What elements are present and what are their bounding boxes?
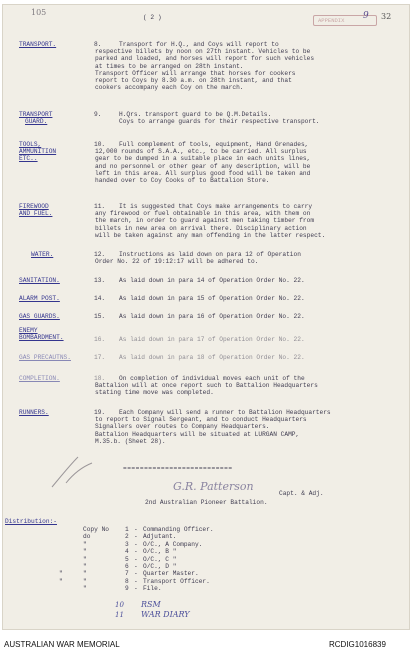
copy-number: 4 bbox=[125, 548, 129, 556]
copy-recipient: Adjutant. bbox=[143, 533, 177, 541]
copy-label: " bbox=[83, 563, 87, 570]
copy-label: " bbox=[83, 585, 87, 593]
copy-dash: - bbox=[134, 526, 138, 533]
para-line: Full complement of tools, equipment, Hand Grenades, bbox=[119, 141, 309, 148]
copy-label: do bbox=[83, 533, 91, 541]
heading-gas-guards: GAS GUARDS. bbox=[19, 313, 60, 320]
copy-dash: - bbox=[134, 563, 138, 570]
para-line: Battalion will at once report such to Battalion Headquarters bbox=[95, 382, 318, 390]
para-line: billets in new area on arrival there. Disciplinary action bbox=[95, 224, 307, 232]
heading-water: WATER. bbox=[31, 251, 54, 258]
para-line: at times to be arranged on 28th instant. bbox=[95, 62, 244, 70]
copy-dash: - bbox=[134, 585, 138, 593]
handwritten-copy-recipient-11: WAR DIARY bbox=[141, 610, 190, 619]
copy-label: Copy No bbox=[83, 526, 109, 533]
para-15-text: As laid down in para 16 of Operation Order No. 22. bbox=[119, 313, 305, 320]
copy-label: " bbox=[83, 570, 87, 578]
heading-enemy: ENEMY bbox=[19, 327, 38, 334]
copy-number: 5 bbox=[125, 555, 129, 563]
heading-tools-3: ETC.. bbox=[19, 155, 38, 162]
para-line: Coys to arrange guards for their respective transport. bbox=[119, 118, 320, 126]
top-right-number: 32 bbox=[381, 12, 392, 21]
copy-dash: - bbox=[134, 570, 138, 578]
para-line: Each Company will send a runner to Battalion Headquarters bbox=[119, 409, 331, 416]
copy-label: " bbox=[83, 577, 87, 585]
para-line: respective billets by noon on 27th instant. Vehicles to be bbox=[95, 48, 311, 56]
para-number-13: 13. bbox=[94, 277, 106, 284]
para-number-12: 12. bbox=[94, 251, 106, 258]
para-line: the march, in order to guard against men taking timber from bbox=[95, 217, 315, 225]
para-line: parked and loaded, and horses will report for such vehicles bbox=[95, 55, 315, 63]
heading-transport-guard: TRANSPORT bbox=[19, 111, 53, 118]
pencil-scribble-mark bbox=[48, 453, 108, 493]
copy-label: " bbox=[83, 555, 87, 563]
para-line: will be taken against any man offending in the latter respect. bbox=[95, 231, 326, 239]
para-number-16: 16. bbox=[94, 336, 106, 343]
copy-recipient: File. bbox=[143, 585, 162, 593]
para-number-18: 18. bbox=[94, 375, 106, 382]
document-page bbox=[2, 4, 410, 630]
copy-recipient: O/C., B " bbox=[143, 548, 177, 556]
para-8-text bbox=[95, 41, 315, 92]
copy-number: 6 bbox=[125, 563, 129, 570]
para-17-text: As laid down in para 18 of Operation Order No. 22. bbox=[119, 354, 305, 361]
heading-transport-guard-2: GUARD. bbox=[25, 118, 48, 125]
copy-dash: - bbox=[134, 540, 138, 548]
copy-number: 9 bbox=[125, 585, 129, 593]
heading-alarm-post: ALARM POST. bbox=[19, 295, 60, 302]
para-line: to report to Signal Sergeant, and to conduct Headquarters bbox=[95, 416, 307, 424]
copy-number: 3 bbox=[125, 540, 129, 548]
copy-recipient: O/C., D " bbox=[143, 563, 177, 570]
para-line: Order No. 22 of 19:12:17 will be adhered to. bbox=[95, 258, 259, 266]
heading-completion: COMPLETION. bbox=[19, 375, 60, 382]
copy-dash: - bbox=[134, 577, 138, 585]
para-number-8: 8. bbox=[94, 41, 102, 48]
para-14-text: As laid down in para 15 of Operation Order No. 22. bbox=[119, 295, 305, 302]
heading-sanitation: SANITATION. bbox=[19, 277, 60, 284]
para-line: 12,000 rounds of S.A.A., etc., to be carried. All surplus bbox=[95, 148, 307, 156]
copy-recipient: Transport Officer. bbox=[143, 577, 210, 585]
heading-gas-precautions: GAS PRECAUTNS. bbox=[19, 354, 71, 361]
copy-label: " bbox=[83, 548, 87, 556]
para-number-11: 11. bbox=[94, 203, 106, 210]
appendix-stamp: APPENDIX bbox=[318, 17, 345, 24]
copy-recipient: Quarter Master. bbox=[143, 570, 199, 578]
para-line: left in this area. All surplus good food will be taken and bbox=[95, 169, 311, 177]
copy-dash: - bbox=[134, 555, 138, 563]
appendix-number: 9 bbox=[363, 11, 369, 21]
handwritten-copy-number-11: 11 bbox=[115, 611, 124, 619]
signature-title: Capt. & Adj. bbox=[279, 490, 324, 497]
footer-record-id: RCDIG1016839 bbox=[329, 640, 386, 649]
para-line: gear to be dumped in a suitable place in each units lines, bbox=[95, 155, 311, 163]
para-line: any firewood or fuel obtainable in this area, with them on bbox=[95, 210, 311, 218]
para-line: cookers accompany each Coy on the march. bbox=[95, 84, 244, 92]
para-line: Signallers over routes to Company Headquarters. bbox=[95, 423, 270, 431]
para-number-19: 19. bbox=[94, 409, 106, 416]
para-line: Battalion Headquarters will be situated at LURGAN CAMP, bbox=[95, 430, 300, 438]
heading-tools: TOOLS, bbox=[19, 141, 42, 148]
heading-firewood-2: AND FUEL. bbox=[19, 210, 53, 217]
para-number-15: 15. bbox=[94, 313, 106, 320]
para-line: H.Qrs. transport guard to be Q.M.Details. bbox=[119, 111, 272, 118]
para-13-text: As laid down in para 14 of Operation Order No. 22. bbox=[119, 277, 305, 284]
copy-recipient: O/C., A Company. bbox=[143, 540, 203, 548]
copy-dash: - bbox=[134, 533, 138, 541]
heading-runners: RUNNERS. bbox=[19, 409, 49, 416]
signature-unit: 2nd Australian Pioneer Battalion. bbox=[145, 499, 268, 506]
para-number-10: 10. bbox=[94, 141, 106, 148]
footer-archive-name: AUSTRALIAN WAR MEMORIAL bbox=[4, 640, 120, 649]
para-line: Instructions as laid down on para 12 of Operation bbox=[119, 251, 301, 258]
copy-recipient: Commanding Officer. bbox=[143, 526, 214, 533]
top-left-number: 105 bbox=[31, 8, 47, 17]
handwritten-copy-number-10: 10 bbox=[115, 601, 124, 609]
para-line: report to Coys by 8.30 a.m. on 28th instant, and that bbox=[95, 77, 292, 85]
signature-handwritten: G.R. Patterson bbox=[173, 480, 254, 493]
page-number: ( 2 ) bbox=[143, 14, 162, 21]
copy-marker: " bbox=[59, 570, 63, 578]
heading-firewood: FIREWOOD bbox=[19, 203, 49, 210]
para-line: stating time move was completed. bbox=[95, 389, 214, 397]
para-line: M.35.b. (Sheet 28). bbox=[95, 437, 166, 445]
heading-transport: TRANSPORT. bbox=[19, 41, 57, 48]
para-number-17: 17. bbox=[94, 354, 106, 361]
para-9-text bbox=[119, 111, 320, 125]
para-line: and no personnel or other gear of any description, will be bbox=[95, 162, 311, 170]
copy-dash: - bbox=[134, 548, 138, 556]
heading-bombardment: BOMBARDMENT. bbox=[19, 334, 64, 341]
copy-label: " bbox=[83, 540, 87, 548]
copy-number: 2 bbox=[125, 533, 129, 541]
copy-marker: " bbox=[59, 577, 63, 585]
para-number-9: 9. bbox=[94, 111, 102, 118]
copy-number: 8 bbox=[125, 577, 129, 585]
para-line: handed over to Coy Cooks of to Battalion Store. bbox=[95, 177, 270, 185]
copy-number: 7 bbox=[125, 570, 129, 578]
para-line: On completion of individual moves each unit of the bbox=[119, 375, 305, 382]
copy-number: 1 bbox=[125, 526, 129, 533]
para-16-text: As laid down in para 17 of Operation Order No. 22. bbox=[119, 336, 305, 343]
distribution-heading: Distribution:- bbox=[5, 518, 57, 525]
para-number-14: 14. bbox=[94, 295, 106, 302]
separator-line: ========================== bbox=[123, 465, 233, 472]
para-line: It is suggested that Coys make arrangements to carry bbox=[119, 203, 313, 210]
para-line: Transport Officer will arrange that horses for cookers bbox=[95, 69, 296, 77]
heading-tools-2: AMMUNITION bbox=[19, 148, 57, 155]
copy-recipient: O/C., C " bbox=[143, 555, 177, 563]
handwritten-copy-recipient-10: RSM bbox=[141, 600, 161, 609]
para-line: Transport for H.Q., and Coys will report to bbox=[119, 41, 279, 48]
para-12-text bbox=[95, 251, 301, 266]
